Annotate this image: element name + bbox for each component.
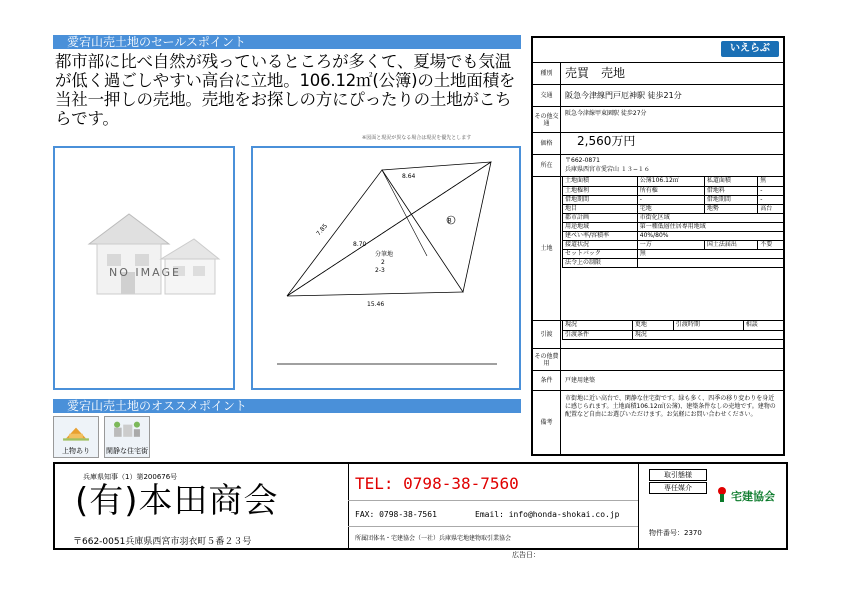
transaction-type-value: 専任媒介 (649, 482, 707, 494)
takken-logo-icon (715, 486, 729, 502)
grid-value: 無 (758, 177, 783, 186)
value-location (565, 156, 650, 174)
label-remarks: 備考 (533, 391, 561, 454)
label-price: 価格 (533, 133, 561, 154)
lot-number: 2-3 (375, 267, 385, 274)
dim-top: 8.64 (402, 173, 416, 180)
label-other-access: その他交通 (533, 107, 561, 132)
address-line: 兵庫県西宮市愛宕山 １３−１６ (565, 166, 650, 173)
building-icon-label: 上物あり (62, 447, 90, 455)
grid-label: 接道状況 (563, 240, 638, 249)
value-access: 阪急今津線門戸厄神駅 徒歩21分 (565, 91, 682, 100)
dim-left: 7.85 (315, 222, 330, 238)
lot-label: 分筆地 (375, 251, 394, 258)
grid-row (563, 330, 784, 339)
grid-row (563, 222, 784, 231)
divider (638, 464, 639, 548)
lot-diagram (267, 156, 507, 376)
grid-label: 現況 (563, 321, 633, 330)
row-type (533, 63, 783, 85)
grid-row (563, 258, 784, 267)
residential-icon-label: 閑静な住宅街 (106, 447, 148, 455)
label-location: 所在 (533, 155, 561, 176)
land-grid (562, 177, 783, 268)
ad-date: 広告日： (512, 551, 540, 559)
row-land (533, 177, 783, 321)
grid-value: 更地 (632, 321, 673, 330)
email-link[interactable]: Email: info@honda-shokai.co.jp (475, 510, 620, 519)
transaction-type-label: 取引態様 (649, 469, 707, 481)
dim-bottom: 15.46 (367, 301, 385, 308)
sales-point-text: 都市部に比べ自然が残っているところが多くて、夏場でも気温が低く過ごしやすい高台に立地。106.12㎡(公簿)の土地面積を当社一押しの売地。売地をお探しの方にぴったりの土地がこちらです。 (55, 52, 516, 128)
label-delivery: 引渡 (533, 321, 561, 348)
row-price (533, 133, 783, 155)
row-remarks (533, 391, 783, 454)
property-info-table (531, 36, 785, 456)
grid-value: - (758, 195, 783, 204)
grid-label: 地勢 (704, 204, 757, 213)
grid-value: - (758, 186, 783, 195)
grid-value: 相談 (743, 321, 783, 330)
plot-drawing (251, 146, 521, 390)
value-type: 売買 売地 (565, 66, 626, 80)
row-condition (533, 371, 783, 391)
value-remarks: 市街地に近い高台で、閑静な住宅街です。緑も多く、四季の移り変わりを身近に感じられます。土地面積106.12㎡(公簿)、建築条件なしの売地です。建物の配置など自由にお選びいただけます。お気軽にお問い合わせください。 (565, 395, 776, 418)
label-condition: 条件 (533, 371, 561, 390)
value-condition: 戸建用建築 (565, 377, 596, 384)
grid-label: 都市計画 (563, 213, 638, 222)
company-address: 〒662-0051兵庫県西宮市羽衣町５番２３号 (73, 537, 252, 547)
grid-label: 土地権利 (563, 186, 638, 195)
grid-value: 不要 (758, 240, 783, 249)
grid-label: セットバック (563, 249, 638, 258)
ierabu-logo: いえらぶ (721, 41, 779, 57)
row-other-access (533, 107, 783, 133)
grid-label: 借地期間 (563, 195, 638, 204)
value-price: 2,560万円 (577, 134, 636, 148)
row-cost (533, 349, 783, 371)
grid-value: 所有権 (637, 186, 704, 195)
grid-value: - (637, 195, 704, 204)
sales-point-header: 愛宕山売土地のセールスポイント (53, 35, 521, 49)
license-number: 兵庫県知事（1）第200676号 (83, 473, 178, 481)
dim-mid: 8.70 (353, 241, 367, 248)
grid-value: 現況 (632, 330, 783, 339)
residential-icon (104, 416, 150, 458)
grid-label: 土地面積 (563, 177, 638, 186)
grid-label: 引渡条件 (563, 330, 633, 339)
grid-label: 法令上の制限 (563, 258, 638, 267)
row-access (533, 85, 783, 107)
grid-row (563, 195, 784, 204)
grid-row (563, 204, 784, 213)
postal-code: 〒662-0871 (565, 157, 600, 164)
grid-row (563, 186, 784, 195)
tel-number[interactable]: TEL: 0798-38-7560 (355, 474, 519, 493)
divider (348, 500, 638, 501)
fax-number: FAX: 0798-38-7561 (355, 510, 437, 519)
divider (348, 464, 349, 548)
no-image-label: NO IMAGE (109, 266, 181, 279)
grid-label: 引渡時期 (673, 321, 743, 330)
divider (348, 526, 638, 527)
delivery-grid (562, 321, 783, 340)
grid-label: 建ぺい率/容積率 (563, 231, 638, 240)
label-type: 種別 (533, 63, 561, 84)
grid-label: 借地料 (704, 186, 757, 195)
association-name: 所属団体名・宅建協会（一社）兵庫県宅地建物取引業協会 (355, 535, 512, 542)
logo-row (533, 38, 783, 63)
grid-label: 用途地域 (563, 222, 638, 231)
company-footer (53, 462, 788, 550)
building-icon (53, 416, 99, 458)
grid-row (563, 177, 784, 186)
grid-row (563, 213, 784, 222)
grid-value: 第一種低層住居専用地域 (637, 222, 783, 231)
grid-label: 借地期間 (704, 195, 757, 204)
grid-row (563, 240, 784, 249)
row-delivery (533, 321, 783, 349)
grid-row (563, 231, 784, 240)
label-land: 土地 (533, 177, 561, 320)
grid-value: 市街化区域 (637, 213, 783, 222)
grid-value: 高台 (758, 204, 783, 213)
property-number: 物件番号：2370 (649, 529, 702, 537)
grid-label: 地目 (563, 204, 638, 213)
grid-value: 公簿106.12㎡ (637, 177, 704, 186)
grid-label: 国土法届出 (704, 240, 757, 249)
property-photo (53, 146, 235, 390)
plot-mark: B (447, 217, 452, 225)
recommend-point-header: 愛宕山売土地のオススメポイント (53, 399, 521, 413)
house-placeholder-icon (69, 204, 223, 304)
takken-association-label: 宅建協会 (731, 490, 775, 503)
drawing-note: ※図面と現況が異なる場合は現況を優先とします (362, 135, 472, 141)
grid-row (563, 321, 784, 330)
grid-value: 一方 (637, 240, 704, 249)
grid-value: 無 (637, 249, 783, 258)
label-access: 交通 (533, 85, 561, 106)
value-other-access: 阪急今津線甲東園駅 徒歩27分 (565, 110, 647, 117)
grid-value: 宅地 (637, 204, 704, 213)
label-cost: その他費用 (533, 349, 561, 370)
lot-label-2: 2 (381, 259, 385, 266)
grid-value: 40%/80% (637, 231, 783, 240)
grid-value (637, 258, 783, 267)
company-name: (有)本田商会 (75, 481, 279, 521)
grid-row (563, 249, 784, 258)
grid-label: 私道面積 (704, 177, 757, 186)
row-location (533, 155, 783, 177)
